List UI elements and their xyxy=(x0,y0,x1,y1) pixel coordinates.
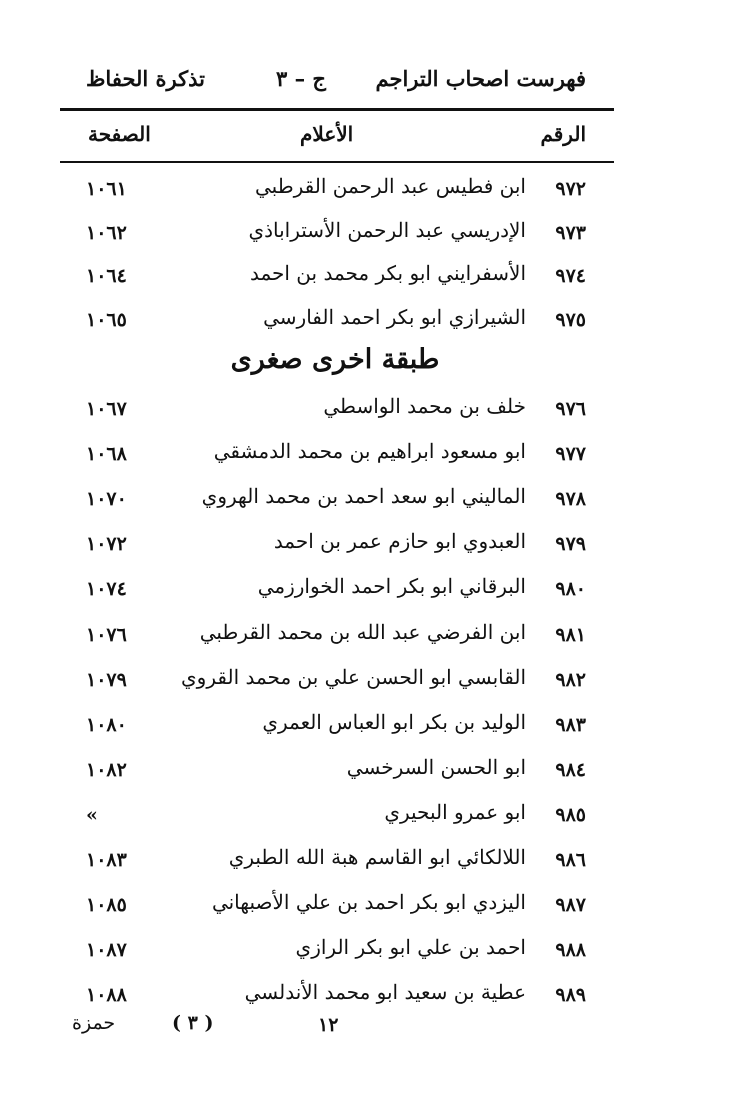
table-row xyxy=(0,798,732,838)
entry-page: ١٠٨٨ xyxy=(86,984,127,1007)
entry-name: الأسفرايني ابو بكر محمد بن احمد xyxy=(249,261,526,285)
entry-name: اليزدي ابو بكر احمد بن علي الأصبهاني xyxy=(211,890,526,915)
entry-number: ٩٨٢ xyxy=(555,668,586,691)
entry-page: ١٠٧٩ xyxy=(86,668,127,691)
entry-page: ١٠٦٤ xyxy=(86,265,127,287)
column-heading-names: الأعلام xyxy=(300,122,354,146)
entry-name: احمد بن علي ابو بكر الرازي xyxy=(295,935,526,960)
table-row xyxy=(0,663,732,703)
volume-label: ج – ٣ xyxy=(276,66,326,91)
entry-page: ١٠٦٨ xyxy=(86,443,127,466)
entry-name: عطية بن سعيد ابو محمد الأندلسي xyxy=(244,980,526,1005)
entry-name: اللالكائي ابو القاسم هبة الله الطبري xyxy=(228,845,526,869)
entry-number: ٩٨٣ xyxy=(555,713,586,736)
entry-name: ابو الحسن السرخسي xyxy=(346,754,526,779)
entry-page: ١٠٨٧ xyxy=(86,939,127,962)
table-row xyxy=(0,933,732,973)
entry-number: ٩٨٧ xyxy=(555,894,586,917)
page-number: ١٢ xyxy=(318,1014,339,1036)
entry-page: ١٠٨٥ xyxy=(86,894,127,917)
table-row xyxy=(0,172,732,212)
entry-name: الماليني ابو سعد احمد بن محمد الهروي xyxy=(201,484,526,509)
entry-number: ٩٧٧ xyxy=(555,443,586,466)
running-title: فهرست اصحاب التراجم xyxy=(375,66,586,91)
book-title: تذكرة الحفاظ xyxy=(86,66,205,91)
table-row xyxy=(0,618,732,658)
table-row xyxy=(0,527,732,567)
entry-page: » xyxy=(86,803,98,826)
entry-name: العبدوي ابو حازم عمر بن احمد xyxy=(273,529,526,554)
table-row xyxy=(0,259,732,299)
table-row xyxy=(0,392,732,432)
entry-page: ١٠٨٣ xyxy=(86,849,127,871)
entry-number: ٩٨٦ xyxy=(555,849,586,871)
entry-number: ٩٨٥ xyxy=(555,803,586,826)
table-row xyxy=(0,303,732,343)
entry-name: الشيرازي ابو بكر احمد الفارسي xyxy=(263,304,526,329)
table-row xyxy=(0,708,732,748)
entry-page: ١٠٦٥ xyxy=(86,308,127,331)
entry-number: ٩٨١ xyxy=(555,623,586,646)
entry-page: ١٠٦٧ xyxy=(86,398,127,420)
entry-number: ٩٨٨ xyxy=(555,939,586,962)
entry-page: ١٠٧٢ xyxy=(86,533,127,556)
entry-name: الوليد بن بكر ابو العباس العمري xyxy=(262,709,526,734)
entry-page: ١٠٧٦ xyxy=(86,623,127,646)
entry-page: ١٠٧٤ xyxy=(86,578,127,601)
sheet-number: ( ٣ ) xyxy=(172,1012,214,1034)
table-row xyxy=(0,888,732,928)
entry-number: ٩٧٢ xyxy=(555,178,586,200)
entry-number: ٩٨٩ xyxy=(555,984,586,1007)
entry-page: ١٠٦١ xyxy=(86,178,127,200)
entry-name: خلف بن محمد الواسطي xyxy=(323,394,526,418)
entry-number: ٩٧٤ xyxy=(555,265,586,287)
entry-number: ٩٧٩ xyxy=(555,533,586,556)
entry-number: ٩٧٥ xyxy=(555,308,586,331)
entry-number: ٩٧٨ xyxy=(555,488,586,511)
entry-name: ابن فطيس عبد الرحمن القرطبي xyxy=(254,174,526,198)
entry-page: ١٠٨٢ xyxy=(86,758,127,781)
printer-signature: حمزة xyxy=(72,1012,116,1034)
column-heading-rule xyxy=(60,161,614,163)
entry-name: ابو مسعود ابراهيم بن محمد الدمشقي xyxy=(213,439,526,464)
table-row xyxy=(0,482,732,522)
table-row xyxy=(0,843,732,883)
entry-number: ٩٧٦ xyxy=(555,398,586,420)
entry-page: ١٠٨٠ xyxy=(86,713,127,736)
entry-name: الإدريسي عبد الرحمن الأستراباذي xyxy=(248,217,526,242)
table-row xyxy=(0,572,732,612)
table-row xyxy=(0,753,732,793)
entry-name: ابو عمرو البحيري xyxy=(384,799,526,824)
entry-page: ١٠٦٢ xyxy=(86,221,127,244)
table-row xyxy=(0,216,732,256)
entry-number: ٩٧٣ xyxy=(555,221,586,244)
header-rule xyxy=(60,108,614,111)
entry-number: ٩٨٠ xyxy=(555,578,586,601)
entry-page: ١٠٧٠ xyxy=(86,488,127,511)
entry-name: ابن الفرضي عبد الله بن محمد القرطبي xyxy=(199,619,526,644)
entry-name: البرقاني ابو بكر احمد الخوارزمي xyxy=(257,574,526,599)
entry-number: ٩٨٤ xyxy=(555,758,586,781)
column-heading-number: الرقم xyxy=(540,122,586,146)
column-heading-page: الصفحة xyxy=(88,122,151,146)
entry-name: القابسي ابو الحسن علي بن محمد القروي xyxy=(181,664,526,689)
section-title: طبقة اخرى صغرى xyxy=(230,344,440,375)
table-row xyxy=(0,437,732,477)
